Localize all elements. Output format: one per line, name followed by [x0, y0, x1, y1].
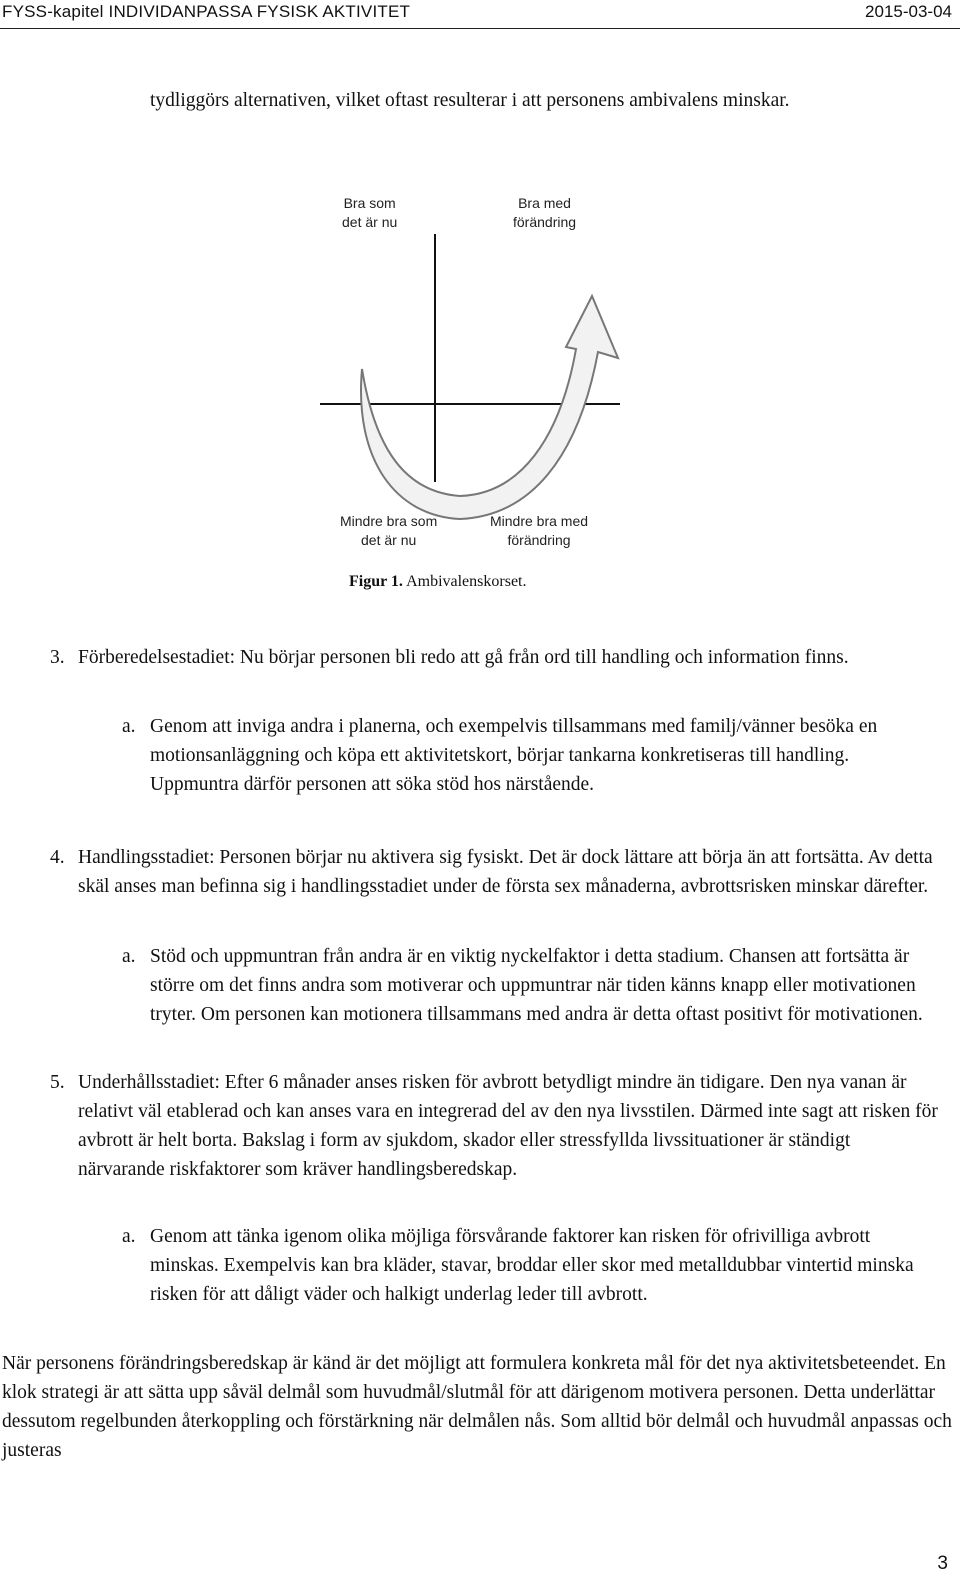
- list-item-text: Underhållsstadiet: Efter 6 månader anses risken för avbrott betydligt mindre än tidigare. Den nya vanan är relativt väl etablerad och kan anses vara en integrerad del av den nya livsstilen. Därmed inte sagt att risken för avbrott är helt borta. Bakslag i form av sjukdom, skador eller stressfyllda livssituationer är ständigt närvarande riskfaktorer som kräver handlingsberedskap.: [78, 1072, 938, 1180]
- header-date: 2015-03-04: [865, 2, 952, 21]
- ambivalence-cross-figure: [320, 188, 640, 560]
- list-number: 4.: [50, 847, 65, 868]
- label-bottom-right-line1: Mindre bra med: [490, 513, 589, 529]
- label-bottom-left: [340, 512, 437, 550]
- label-top-left-line2: det är nu: [342, 214, 398, 230]
- list-item-3: [50, 643, 938, 672]
- list-letter: a.: [122, 946, 136, 967]
- list-item-text: Handlingsstadiet: Personen börjar nu aktivera sig fysiskt. Det är dock lättare att börja än att fortsätta. Av detta skäl anses man befinna sig i handlingsstadiet under de första sex månaderna, avbrottsrisken minskar därefter.: [78, 847, 933, 897]
- label-top-left: [342, 194, 397, 232]
- list-item-4: [50, 843, 938, 901]
- label-bottom-right: [490, 512, 588, 550]
- list-item-text: Genom att inviga andra i planerna, och exempelvis tillsammans med familj/vänner besöka en motionsanläggning och köpa ett aktivitetskort, börjar tankarna konkretiseras till handling. Uppmuntra därför personen att söka stöd hos närstående.: [150, 716, 878, 795]
- caption-text: Ambivalenskorset.: [406, 573, 527, 590]
- list-item-5: [50, 1068, 938, 1184]
- label-top-right: [513, 194, 576, 232]
- label-bottom-left-line2: det är nu: [361, 532, 417, 548]
- label-top-left-line1: Bra som: [343, 195, 396, 211]
- header-divider: [0, 28, 960, 29]
- list-number: 3.: [50, 647, 65, 668]
- list-item-4a: [122, 942, 940, 1029]
- header-title: FYSS-kapitel INDIVIDANPASSA FYSISK AKTIVITET: [2, 2, 411, 21]
- list-item-text: Genom att tänka igenom olika möjliga försvårande faktorer kan risken för ofrivilliga avbrott minskas. Exempelvis kan bra kläder, stavar, broddar eller skor med metalldubbar vintertid minska risken för att dåligt väder och halkigt underlag leder till avbrott.: [150, 1226, 914, 1305]
- list-item-5a: [122, 1222, 940, 1309]
- label-bottom-left-line1: Mindre bra som: [340, 513, 438, 529]
- list-letter: a.: [122, 1226, 136, 1247]
- figure-caption: [349, 573, 526, 591]
- list-letter: a.: [122, 716, 136, 737]
- list-item-3a: [122, 712, 940, 799]
- label-top-right-line1: Bra med: [518, 195, 571, 211]
- closing-paragraph: När personens förändringsberedskap är känd är det möjligt att formulera konkreta mål för det nya aktivitetsbeteendet. En klok strategi är att sätta upp såväl delmål som huvudmål/slutmål för att därigenom motivera personen. Detta underlättar dessutom regelbunden återkoppling och förstärkning när delmålen nås. Som alltid bör delmål och huvudmål anpassas och justeras: [2, 1353, 952, 1461]
- list-number: 5.: [50, 1072, 65, 1093]
- label-top-right-line2: förändring: [513, 214, 577, 230]
- label-bottom-right-line2: förändring: [507, 532, 571, 548]
- intro-paragraph: tydliggörs alternativen, vilket oftast resulterar i att personens ambivalens minskar.: [150, 90, 790, 111]
- page-number: 3: [937, 1553, 948, 1574]
- page-header: [0, 0, 960, 26]
- u-arrow: [361, 296, 618, 519]
- list-item-text: Stöd och uppmuntran från andra är en viktig nyckelfaktor i detta stadium. Chansen att fortsätta är större om det finns andra som motiverar och uppmuntrar när tiden känns knapp eller motivationen tryter. Om personen kan motionera tillsammans med andra är detta oftast positivt för motivationen.: [150, 946, 923, 1025]
- caption-label: Figur 1.: [349, 573, 403, 590]
- list-item-text: Förberedelsestadiet: Nu börjar personen bli redo att gå från ord till handling och information finns.: [78, 647, 849, 668]
- cross-diagram: [320, 234, 640, 554]
